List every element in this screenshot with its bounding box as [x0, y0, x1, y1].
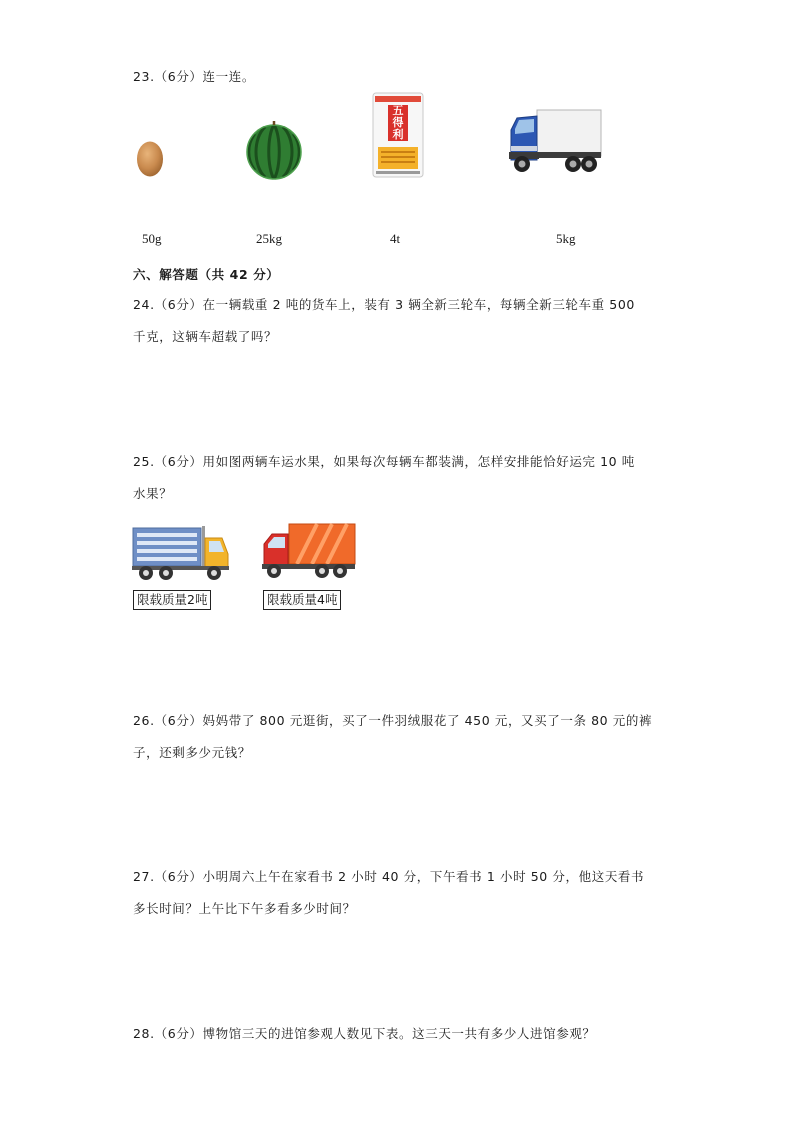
flour-bag-image: [372, 92, 424, 178]
q25-line1: 25.（6分）用如图两辆车运水果，如果每次每辆车都装满，怎样安排能恰好运完 10 吨: [133, 454, 635, 469]
truck-2t-image: [132, 524, 230, 582]
flour-brand-text: 五得利: [388, 105, 408, 141]
q28-line1: 28.（6分）博物馆三天的进馆参观人数见下表。这三天一共有多少人进馆参观？: [133, 1026, 596, 1041]
q23-text: 23.（6分）连一连。: [133, 69, 255, 84]
q25-line2: 水果？: [133, 486, 173, 501]
q27-line2: 多长时间？上午比下午多看多少时间？: [133, 901, 356, 916]
weight-label-1: 50g: [142, 231, 162, 246]
truck-4t-image: [262, 522, 356, 580]
q24-line2: 千克，这辆车超载了吗？: [133, 329, 278, 344]
q24-line1: 24.（6分）在一辆载重 2 吨的货车上，装有 3 辆全新三轮车，每辆全新三轮车重 500: [133, 297, 635, 312]
egg-icon: [136, 140, 164, 178]
truck-4t-label: 限载质量4吨: [263, 590, 341, 610]
q26-line2: 子，还剩多少元钱？: [133, 745, 251, 760]
q26-line1: 26.（6分）妈妈带了 800 元逛街，买了一件羽绒服花了 450 元，又买了一条 80 元的裤: [133, 713, 653, 728]
watermelon-icon: [245, 120, 303, 180]
truck-2t-label: 限载质量2吨: [133, 590, 211, 610]
delivery-truck-image: [507, 108, 603, 176]
weight-label-2: 25kg: [256, 231, 282, 246]
weight-label-4: 5kg: [556, 231, 576, 246]
section-heading: 六、解答题（共 42 分）: [133, 267, 280, 282]
q27-line1: 27.（6分）小明周六上午在家看书 2 小时 40 分，下午看书 1 小时 50 分，他这天看书: [133, 869, 645, 884]
weight-label-3: 4t: [390, 231, 401, 246]
